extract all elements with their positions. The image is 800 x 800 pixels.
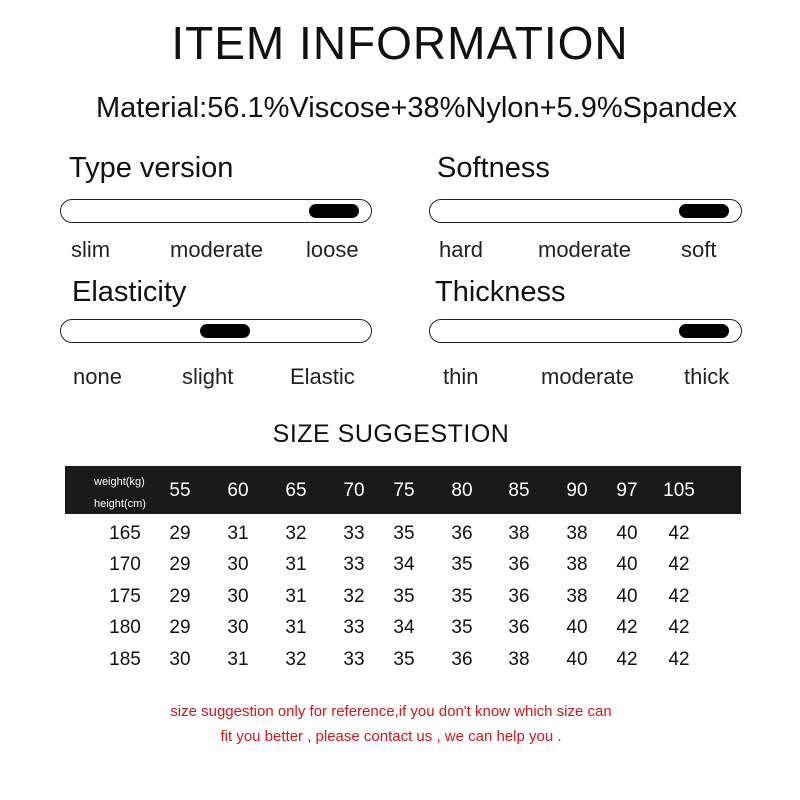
size-cell: 31 [285, 586, 307, 607]
size-cell: 42 [668, 523, 690, 544]
size-cell: 42 [616, 649, 638, 670]
size-cell: 29 [169, 523, 191, 544]
elasticity-scale [60, 319, 372, 343]
size-cell: 31 [227, 523, 249, 544]
size-cell: 32 [285, 523, 307, 544]
elasticity-label-none: none [73, 364, 122, 389]
thickness-scale [429, 319, 742, 343]
type-version-title: Type version [69, 152, 234, 184]
size-cell: 35 [393, 586, 415, 607]
size-cell: 31 [227, 649, 249, 670]
elasticity-label-slight: slight [182, 364, 234, 389]
size-cell: 38 [566, 586, 588, 607]
size-cell: 29 [169, 617, 191, 638]
weight-header-cell: 90 [566, 480, 588, 501]
type-version-label-slim: slim [71, 237, 111, 262]
size-cell: 35 [451, 586, 473, 607]
size-cell: 38 [566, 523, 588, 544]
size-cell: 40 [566, 649, 588, 670]
size-cell: 30 [169, 649, 191, 670]
softness-title: Softness [437, 152, 550, 184]
size-cell: 40 [616, 523, 638, 544]
type-version-label-loose: loose [306, 237, 359, 262]
weight-header-cell: 60 [227, 480, 249, 501]
weight-header-cell: 80 [451, 480, 473, 501]
size-cell: 38 [508, 523, 530, 544]
softness-scale [429, 199, 742, 223]
size-cell: 29 [169, 586, 191, 607]
size-cell: 33 [343, 523, 365, 544]
softness-label-soft: soft [681, 237, 717, 262]
elasticity-indicator [200, 324, 250, 338]
height-row-label: 175 [109, 586, 141, 607]
size-cell: 30 [227, 617, 249, 638]
height-row-label: 170 [109, 554, 141, 575]
size-cell: 36 [451, 523, 473, 544]
thickness-title: Thickness [435, 276, 566, 308]
size-cell: 33 [343, 649, 365, 670]
type-version-scale [60, 199, 372, 223]
size-cell: 35 [451, 617, 473, 638]
type-version-indicator [309, 204, 359, 218]
size-cell: 35 [451, 554, 473, 575]
size-note-line-1: size suggestion only for reference,if you don't know which size can [170, 703, 612, 720]
height-row-label: 165 [109, 523, 141, 544]
size-cell: 30 [227, 586, 249, 607]
weight-header-cell: 75 [393, 480, 415, 501]
elasticity-label-elastic: Elastic [290, 364, 355, 389]
softness-label-moderate: moderate [538, 237, 631, 262]
weight-header-cell: 65 [285, 480, 307, 501]
size-cell: 36 [508, 617, 530, 638]
thickness-label-thick: thick [684, 364, 730, 389]
material-composition: Material:56.1%Viscose+38%Nylon+5.9%Spandex [96, 92, 738, 124]
size-cell: 36 [508, 586, 530, 607]
softness-indicator [679, 204, 729, 218]
size-cell: 40 [616, 554, 638, 575]
size-cell: 40 [566, 617, 588, 638]
type-version-label-moderate: moderate [170, 237, 263, 262]
size-cell: 42 [668, 586, 690, 607]
thickness-indicator [679, 324, 729, 338]
size-cell: 38 [566, 554, 588, 575]
size-cell: 34 [393, 554, 415, 575]
size-cell: 36 [508, 554, 530, 575]
size-cell: 33 [343, 554, 365, 575]
height-header: height(cm) [94, 498, 146, 510]
size-cell: 33 [343, 617, 365, 638]
weight-header-cell: 85 [508, 480, 530, 501]
size-cell: 32 [285, 649, 307, 670]
thickness-label-moderate: moderate [541, 364, 634, 389]
size-cell: 42 [668, 617, 690, 638]
size-cell: 36 [451, 649, 473, 670]
size-cell: 42 [668, 554, 690, 575]
size-cell: 35 [393, 649, 415, 670]
elasticity-title: Elasticity [72, 276, 187, 308]
size-cell: 31 [285, 554, 307, 575]
weight-header-cell: 105 [663, 480, 695, 501]
weight-header-cell: 70 [343, 480, 365, 501]
weight-header-cell: 55 [169, 480, 191, 501]
size-note-line-2: fit you better , please contact us , we can help you . [220, 728, 562, 745]
size-cell: 29 [169, 554, 191, 575]
weight-header-cell: 97 [616, 480, 638, 501]
size-cell: 34 [393, 617, 415, 638]
thickness-label-thin: thin [443, 364, 479, 389]
size-cell: 38 [508, 649, 530, 670]
size-cell: 35 [393, 523, 415, 544]
weight-header: weight(kg) [94, 476, 145, 488]
page-title: ITEM INFORMATION [171, 17, 629, 69]
size-cell: 30 [227, 554, 249, 575]
softness-label-hard: hard [439, 237, 484, 262]
size-cell: 42 [616, 617, 638, 638]
size-cell: 42 [668, 649, 690, 670]
size-cell: 40 [616, 586, 638, 607]
height-row-label: 180 [109, 617, 141, 638]
size-cell: 31 [285, 617, 307, 638]
size-suggestion-title: SIZE SUGGESTION [272, 420, 510, 448]
size-cell: 32 [343, 586, 365, 607]
height-row-label: 185 [109, 649, 141, 670]
